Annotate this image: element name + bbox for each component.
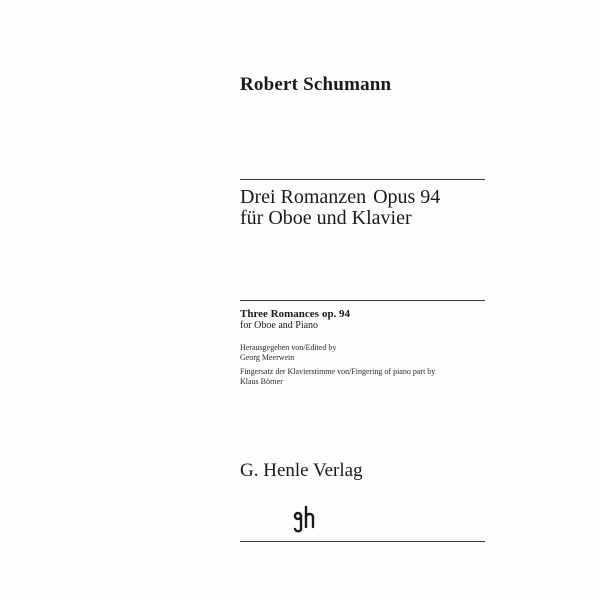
composer-name: Robert Schumann — [240, 74, 392, 95]
title-english — [240, 308, 350, 320]
editor-name: Georg Meerwein — [240, 353, 295, 362]
fingering-label: Fingersatz der Klavierstimme von/Fingering of piano part by — [240, 367, 436, 376]
opus-german: Opus 94 — [373, 186, 441, 208]
title-english-text: Three Romances — [240, 308, 319, 320]
opus-english: op. 94 — [321, 308, 351, 320]
divider-top — [240, 179, 485, 180]
subtitle-english: for Oboe and Piano — [240, 320, 319, 331]
publisher-name: G. Henle Verlag — [240, 460, 363, 481]
henle-logo-icon — [289, 503, 319, 533]
divider-middle — [240, 300, 485, 301]
subtitle-german: für Oboe und Klavier — [240, 207, 412, 229]
title-german — [240, 186, 440, 208]
title-german-text: Drei Romanzen — [240, 186, 367, 208]
divider-bottom — [240, 541, 485, 542]
editor-label: Herausgegeben von/Edited by — [240, 343, 337, 352]
fingering-name: Klaus Börner — [240, 377, 283, 386]
